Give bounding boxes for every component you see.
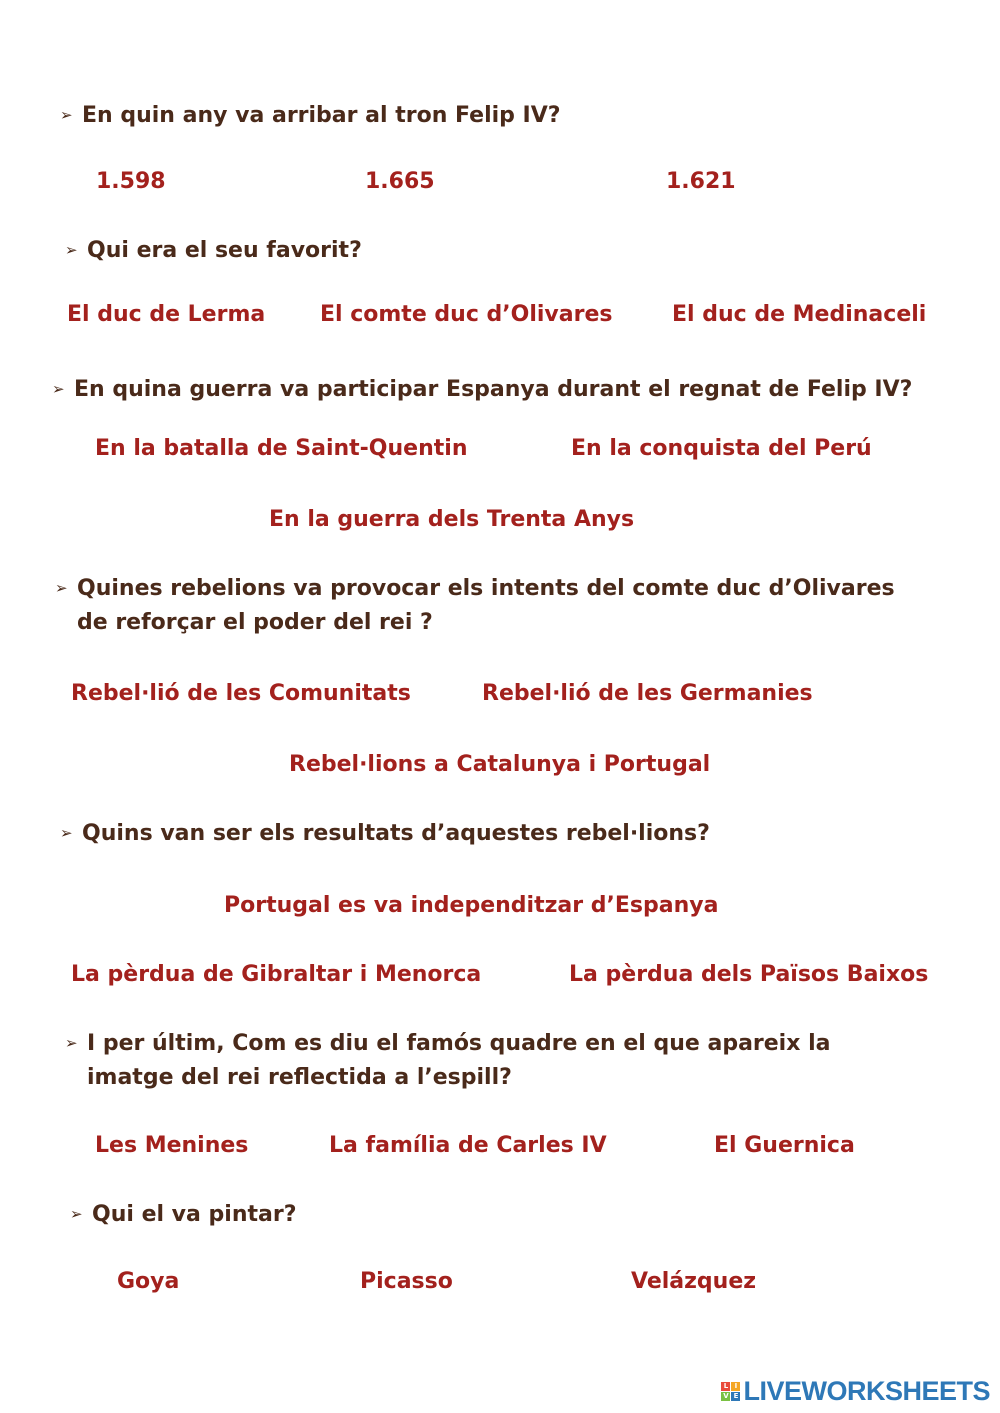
- question-3-text: En quina guerra va participar Espanya durant el regnat de Felip IV?: [74, 377, 913, 402]
- question-7-text: Qui el va pintar?: [92, 1202, 297, 1227]
- question-4: [55, 571, 895, 640]
- logo-mark-square: V: [723, 1392, 729, 1400]
- option-q2-1[interactable]: El duc de Lerma: [67, 302, 266, 327]
- question-6: [65, 1026, 830, 1095]
- arrow-bullet-icon: ➢: [52, 380, 65, 398]
- logo-mark-square: L: [721, 1382, 730, 1391]
- liveworksheets-logo[interactable]: [721, 1376, 990, 1407]
- arrow-bullet-icon: ➢: [55, 579, 68, 597]
- question-6-text-line2: imatge del rei reflectida a l’espill?: [87, 1065, 512, 1090]
- option-q2-2[interactable]: El comte duc d’Olivares: [320, 302, 613, 327]
- question-1: [60, 98, 561, 133]
- question-4-text-line1: Quines rebelions va provocar els intents del comte duc d’Olivares: [77, 576, 895, 601]
- question-5-text: Quins van ser els resultats d’aquestes rebel·lions?: [82, 821, 710, 846]
- option-q7-1[interactable]: Goya: [117, 1269, 180, 1294]
- logo-mark-square: E: [731, 1392, 740, 1401]
- option-q4-3[interactable]: Rebel·lions a Catalunya i Portugal: [289, 752, 711, 777]
- option-q6-1[interactable]: Les Menines: [95, 1133, 249, 1158]
- option-q4-1[interactable]: Rebel·lió de les Comunitats: [71, 681, 411, 706]
- arrow-bullet-icon: ➢: [65, 241, 78, 259]
- question-5: [60, 816, 710, 851]
- liveworksheets-logo-mark-icon: [721, 1382, 740, 1401]
- option-q2-3[interactable]: El duc de Medinaceli: [672, 302, 927, 327]
- option-q7-3[interactable]: Velázquez: [631, 1269, 757, 1294]
- question-3: [52, 372, 912, 407]
- option-q1-2[interactable]: 1.665: [365, 169, 435, 194]
- option-q1-1[interactable]: 1.598: [96, 169, 166, 194]
- option-q1-3[interactable]: 1.621: [666, 169, 736, 194]
- option-q6-2[interactable]: La família de Carles IV: [329, 1133, 607, 1158]
- option-q5-1[interactable]: Portugal es va independitzar d’Espanya: [224, 893, 719, 918]
- question-6-text-line1: I per últim, Com es diu el famós quadre en el que apareix la: [87, 1031, 831, 1056]
- question-2: [65, 233, 362, 268]
- option-q7-2[interactable]: Picasso: [360, 1269, 453, 1294]
- question-1-text: En quin any va arribar al tron Felip IV?: [82, 103, 561, 128]
- option-q5-2[interactable]: La pèrdua de Gibraltar i Menorca: [71, 962, 482, 987]
- liveworksheets-logo-text: LIVEWORKSHEETS: [743, 1376, 990, 1406]
- logo-mark-square: I: [731, 1382, 740, 1391]
- option-q3-2[interactable]: En la conquista del Perú: [571, 436, 872, 461]
- arrow-bullet-icon: ➢: [70, 1205, 83, 1223]
- option-q3-3[interactable]: En la guerra dels Trenta Anys: [269, 507, 635, 532]
- option-q3-1[interactable]: En la batalla de Saint-Quentin: [95, 436, 468, 461]
- option-q6-3[interactable]: El Guernica: [714, 1133, 855, 1158]
- question-2-text: Qui era el seu favorit?: [87, 238, 362, 263]
- arrow-bullet-icon: ➢: [65, 1034, 78, 1052]
- arrow-bullet-icon: ➢: [60, 824, 73, 842]
- question-7: [70, 1197, 296, 1232]
- arrow-bullet-icon: ➢: [60, 106, 73, 124]
- option-q5-3[interactable]: La pèrdua dels Països Baixos: [569, 962, 929, 987]
- option-q4-2[interactable]: Rebel·lió de les Germanies: [482, 681, 813, 706]
- question-4-text-line2: de reforçar el poder del rei ?: [77, 610, 433, 635]
